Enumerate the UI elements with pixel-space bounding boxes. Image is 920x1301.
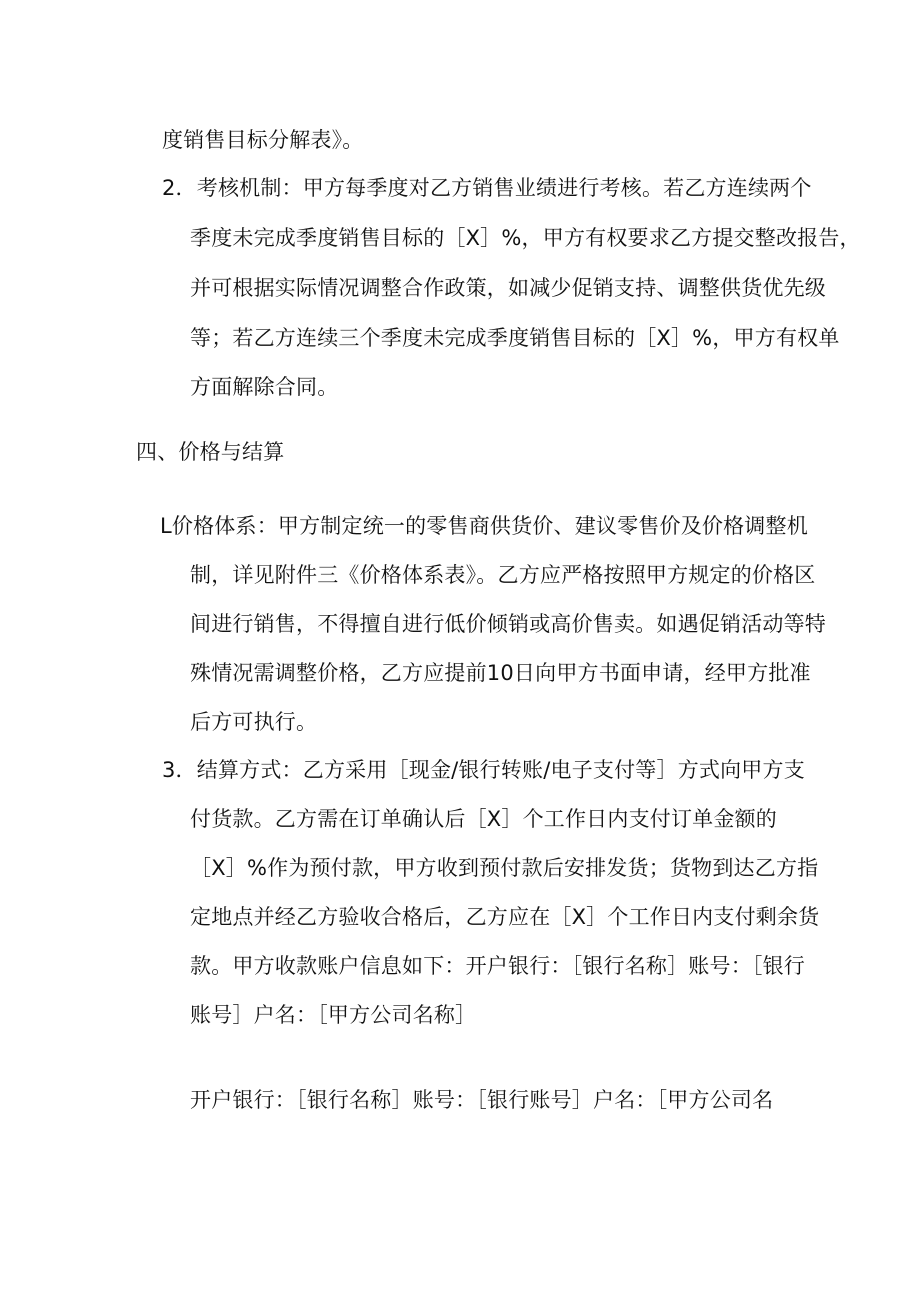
clause-3-line-6: 账号］户名：［甲方公司名称］	[190, 1003, 477, 1027]
clause-1-line-4: 殊情况需调整价格，乙方应提前10日向甲方书面申请，经甲方批准	[190, 661, 811, 685]
clause-1-line-5: 后方可执行。	[190, 710, 318, 734]
clause-1-line-2: 制，详见附件三《价格体系表》。乙方应严格按照甲方规定的价格区	[190, 563, 816, 587]
account-info-line: 开户银行：［银行名称］账号：［银行账号］户名：［甲方公司名	[190, 1088, 774, 1112]
clause-2-line-3: 并可根据实际情况调整合作政策，如减少促销支持、调整供货优先级	[190, 276, 826, 300]
clause-2-line-1: 2．考核机制：甲方每季度对乙方销售业绩进行考核。若乙方连续两个	[162, 176, 812, 200]
clause-1-line-3: 间进行销售，不得擅自进行低价倾销或高价售卖。如遇促销活动等特	[190, 612, 826, 636]
clause-3-line-4: 定地点并经乙方验收合格后，乙方应在［X］个工作日内支付剩余货	[190, 905, 820, 929]
clause-continuation-line: 度销售目标分解表》。	[162, 128, 364, 152]
clause-3-line-3: ［X］%作为预付款，甲方收到预付款后安排发货；货物到达乙方指	[190, 856, 819, 880]
clause-3-line-5: 款。甲方收款账户信息如下：开户银行：［银行名称］账号：［银行	[190, 954, 805, 978]
clause-2-line-4: 等；若乙方连续三个季度未完成季度销售目标的［X］%，甲方有权单	[190, 326, 840, 350]
section-4-heading: 四、价格与结算	[136, 440, 285, 464]
clause-2-line-5: 方面解除合同。	[190, 375, 339, 399]
clause-3-line-2: 付货款。乙方需在订单确认后［X］个工作日内支付订单金额的	[190, 807, 777, 831]
clause-2-line-2: 季度未完成季度销售目标的［X］%，甲方有权要求乙方提交整改报告，	[190, 226, 861, 250]
clause-1-line-1: L价格体系：甲方制定统一的零售商供货价、建议零售价及价格调整机	[160, 514, 808, 538]
clause-3-line-1: 3．结算方式：乙方采用［现金/银行转账/电子支付等］方式向甲方支	[162, 758, 805, 782]
